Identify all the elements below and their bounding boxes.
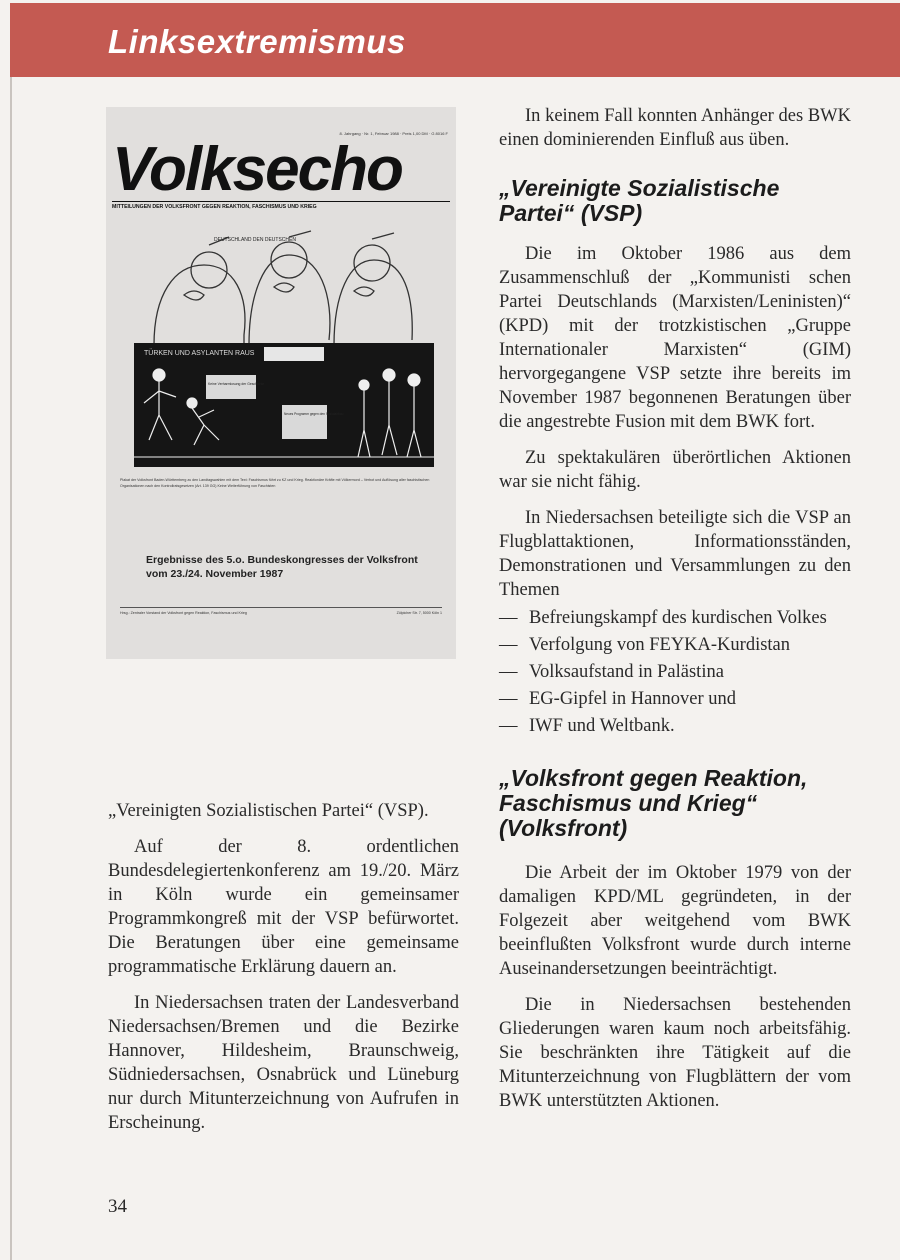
list-item: — Verfolgung von FEYKA-Kurdistan — [499, 633, 851, 657]
cover-illustration — [114, 225, 448, 473]
art-text-auslaender-raus: TÜRKEN UND ASYLANTEN RAUS — [144, 350, 255, 357]
left-paragraph-2: Auf der 8. ordentlichen Bundesdelegiertenkonferenz am 19./20. März in Köln wurde ein gemeinsamer Programmkongreß mit der VSP befürwortet. Die Beratungen über eine gemeinsame programmatische Erklärung dauern an. — [108, 837, 459, 977]
page-edge-rule — [10, 77, 12, 1260]
cover-footer-address: Zülpicher Str. 7, 5000 Köln 1 — [396, 611, 442, 615]
cover-subtitle-strip: MITTEILUNGEN DER VOLKSFRONT GEGEN REAKTION, FASCHISMUS UND KRIEG — [112, 201, 450, 210]
heading-volksfront: „Volksfront gegen Reaktion, Faschismus und Krieg“ (Volksfront) — [499, 765, 808, 841]
left-column — [108, 799, 459, 1147]
art-text-geschichte: Keine Verharmlosung der Geschichte — [208, 382, 265, 386]
magazine-cover-image — [106, 107, 456, 659]
left-paragraph-3: In Niedersachsen traten der Landesverband Niedersachsen/Bremen und die Bezirke Hannover, Hildesheim, Braunschweig, Südniedersachsen, Osnabrück und Lüneburg nur durch Mitunterzeichnung von Aufrufen in Erscheinung. — [108, 993, 459, 1133]
volksfront-paragraph-2: Die in Niedersachsen bestehenden Gliederungen waren kaum noch arbeitsfähig. Sie beschränkten ihre Tätigkeit auf die Mitunterzeichnung von Flugblättern der vom BWK unterstützten Aktionen. — [499, 995, 851, 1111]
cover-footer-publisher: Hrsg.: Zentraler Vorstand der Volksfront gegen Reaktion, Faschismus und Krieg — [120, 611, 247, 615]
cover-logo: Volksecho — [112, 135, 402, 204]
chapter-title: Linksextremismus — [108, 23, 406, 60]
heading-vsp: „Vereinigte Sozialistische Partei“ (VSP) — [499, 175, 780, 226]
right-paragraph-intro: In keinem Fall konnten Anhänger des BWK einen dominierenden Einfluß aus üben. — [499, 106, 851, 150]
page-number: 34 — [108, 1196, 127, 1217]
list-item: — EG-Gipfel in Hannover und — [499, 687, 851, 711]
left-paragraph-1: „Vereinigten Sozialistischen Partei“ (VSP). — [108, 801, 429, 821]
cover-issue-info: 8. Jahrgang · Nr. 1, Februar 1988 · Preis 1,00 DM · G 8016 F — [339, 131, 448, 136]
vsp-paragraph-1: Die im Oktober 1986 aus dem Zusammenschluß der „Kommunisti schen Partei Deutschlands (Marxisten/Leninisten)“ (KPD) mit der trotzkistischen „Gruppe Internationaler Marxisten“ (GIM) hervorgegangene VSP setzte ihre bereits im November 1987 begonnenen Beratungen über die angestrebte Fusion mit dem BWK fort. — [499, 244, 851, 432]
art-text-sozialabbau: Neues Programm gegen den Sozialabbau — [284, 412, 344, 416]
cover-headline: Ergebnisse des 5.o. Bundeskongresses der Volksfront vom 23./24. November 1987 — [146, 554, 418, 580]
right-column — [499, 104, 851, 1125]
cover-caption: Plakat der Volksfront Baden-Württemberg zu den Landtagswahlen mit dem Text: Faschismus führt zu KZ und Krieg. Reaktionäre Kräfte mit Völkermord – Verbot und Auflösung aller faschistischen Organisationen nach den Kontrollratsgesetzen (Art. 139 GG) Keine Weiterführung von Faschisten — [120, 478, 430, 488]
list-item: — Befreiungskampf des kurdischen Volkes — [499, 606, 851, 630]
list-item: — IWF und Weltbank. — [499, 714, 851, 738]
list-item: — Volksaufstand in Palästina — [499, 660, 851, 684]
vsp-paragraph-2: Zu spektakulären überörtlichen Aktionen war sie nicht fähig. — [499, 448, 851, 492]
vsp-paragraph-3: In Niedersachsen beteiligte sich die VSP an Flugblattaktionen, Informationsständen, Demonstrationen und Versammlungen zu den Themen — [499, 508, 851, 600]
cover-footer-rule — [120, 607, 442, 608]
vsp-topics-list — [499, 606, 851, 738]
art-text-deutschland: DEUTSCHLAND DEN DEUTSCHEN — [214, 237, 296, 243]
volksfront-paragraph-1: Die Arbeit der im Oktober 1979 von der damaligen KPD/ML gegründeten, in der Folgezeit aber weitgehend vom BWK beeinflußten Volksfront wurde durch interne Auseinandersetzungen beeinträchtigt. — [499, 863, 851, 979]
